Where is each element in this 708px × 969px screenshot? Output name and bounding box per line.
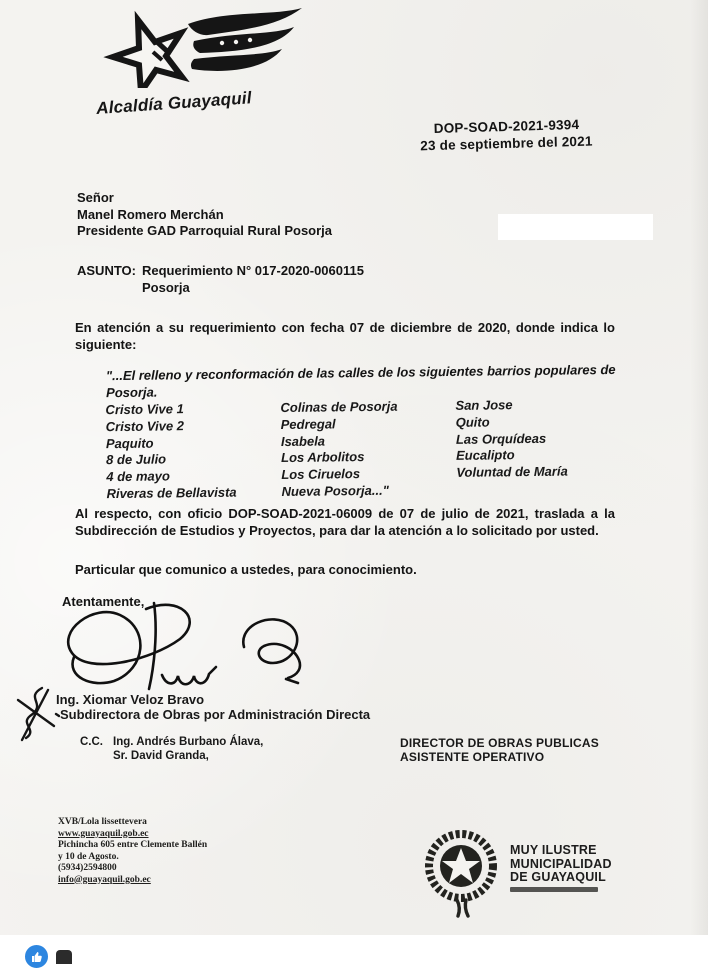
cropped-element	[56, 950, 72, 964]
paragraph-1: En atención a su requerimiento con fecha 07 de diciembre de 2020, donde indica lo siguiente:	[75, 320, 615, 352]
barrio-item: Los Arbolitos	[281, 449, 365, 466]
barrio-item: Isabela	[280, 433, 326, 449]
alcaldia-logo	[95, 8, 356, 119]
barrio-item: Colinas de Posorja	[280, 398, 398, 416]
subject-block	[77, 263, 364, 296]
barrios-column-3	[455, 396, 626, 499]
seal-tagline: Por Guayaquil Independiente	[510, 887, 598, 892]
reference-date: 23 de septiembre del 2021	[420, 133, 593, 154]
barrio-item: Eucalipto	[455, 447, 515, 464]
seal-line-2: MUNICIPALIDAD	[510, 856, 612, 871]
star-swoosh-icon	[96, 8, 316, 88]
barrio-item: Cristo Vive 1	[105, 401, 184, 418]
barrio-item: Los Ciruelos	[281, 466, 361, 483]
signer-title: Subdirectora de Obras por Administración Directa	[60, 707, 371, 722]
quote-intro: "...El relleno y reconformación de las calles de los siguientes barrios populares de Posorja.	[105, 361, 616, 400]
margin-initials	[12, 684, 60, 744]
recipient-name: Manel Romero Merchán	[77, 206, 224, 222]
like-icon[interactable]	[24, 944, 49, 969]
title-asistente: ASISTENTE OPERATIVO	[400, 750, 545, 764]
barrio-item: Cristo Vive 2	[105, 418, 185, 434]
signer-name: Ing. Xiomar Veloz Bravo	[56, 692, 205, 707]
cc-line2: Sr. David Granda,	[113, 749, 209, 762]
barrio-item: 8 de Julio	[106, 451, 167, 468]
footer-address-2: y 10 de Agosto.	[58, 851, 119, 862]
right-titles-block	[400, 736, 599, 764]
barrios-column-1	[105, 400, 281, 503]
subject-label: ASUNTO:	[77, 263, 136, 278]
logo-wordmark: Alcaldía Guayaquil	[95, 88, 253, 119]
footer-sigla: XVB/Lola lissettevera	[58, 817, 147, 827]
recipient-salutation: Señor	[77, 190, 114, 205]
paragraph-3: Particular que comunico a ustedes, para conocimiento.	[75, 562, 417, 577]
signer-block	[56, 692, 370, 722]
barrio-item: San Jose	[455, 397, 513, 413]
seal-line-3: DE GUAYAQUIL	[510, 870, 606, 884]
barrios-list	[105, 396, 626, 503]
footer-email: info@guayaquil.gob.ec	[58, 874, 151, 885]
paragraph-2: Al respecto, con oficio DOP-SOAD-2021-06009 de 07 de julio de 2021, traslada a la Subdirección de Estudios y Proyectos, para dar la atención a lo solicitado por usted.	[75, 506, 615, 538]
redaction-patch	[498, 214, 653, 240]
barrio-item: Pedregal	[280, 416, 336, 432]
title-director: DIRECTOR DE OBRAS PUBLICAS	[400, 736, 599, 750]
subject-line1: Requerimiento N° 017-2020-0060115	[141, 263, 364, 278]
barrio-item: Voluntad de María	[456, 463, 568, 481]
thumb-up-icon	[31, 951, 43, 963]
barrio-item: Nueva Posorja..."	[281, 482, 389, 500]
cc-line1: Ing. Andrés Burbano Álava,	[113, 736, 264, 748]
footer-phone: (5934)2594800	[58, 863, 117, 873]
bottom-white-strip	[0, 935, 708, 960]
seal-line-1: MUY ILUSTRE	[510, 843, 597, 857]
signature	[48, 595, 318, 700]
recipient-title: Presidente GAD Parroquial Rural Posorja	[77, 223, 333, 238]
barrio-item: Quito	[455, 414, 490, 430]
subject-line2: Posorja	[141, 279, 190, 295]
barrio-item: Paquito	[105, 435, 154, 451]
municipal-seal-block	[422, 828, 612, 920]
barrios-column-2	[280, 398, 456, 501]
municipal-seal-icon	[422, 828, 500, 920]
barrio-item: Riveras de Bellavista	[106, 484, 237, 502]
closing-salutation: Atentamente,	[62, 594, 145, 609]
cc-block	[80, 736, 263, 763]
footer-address-1: Pichincha 605 entre Clemente Ballén	[58, 840, 208, 850]
barrio-item: Las Orquídeas	[455, 430, 547, 447]
recipient-block	[77, 190, 332, 240]
reference-block	[420, 116, 593, 155]
footer-website: www.guayaquil.gob.ec	[58, 828, 149, 839]
cc-label: C.C.	[80, 736, 103, 748]
footer-contact-block	[58, 817, 207, 886]
barrio-item: 4 de mayo	[106, 468, 170, 485]
reference-code: DOP-SOAD-2021-9394	[433, 116, 580, 137]
